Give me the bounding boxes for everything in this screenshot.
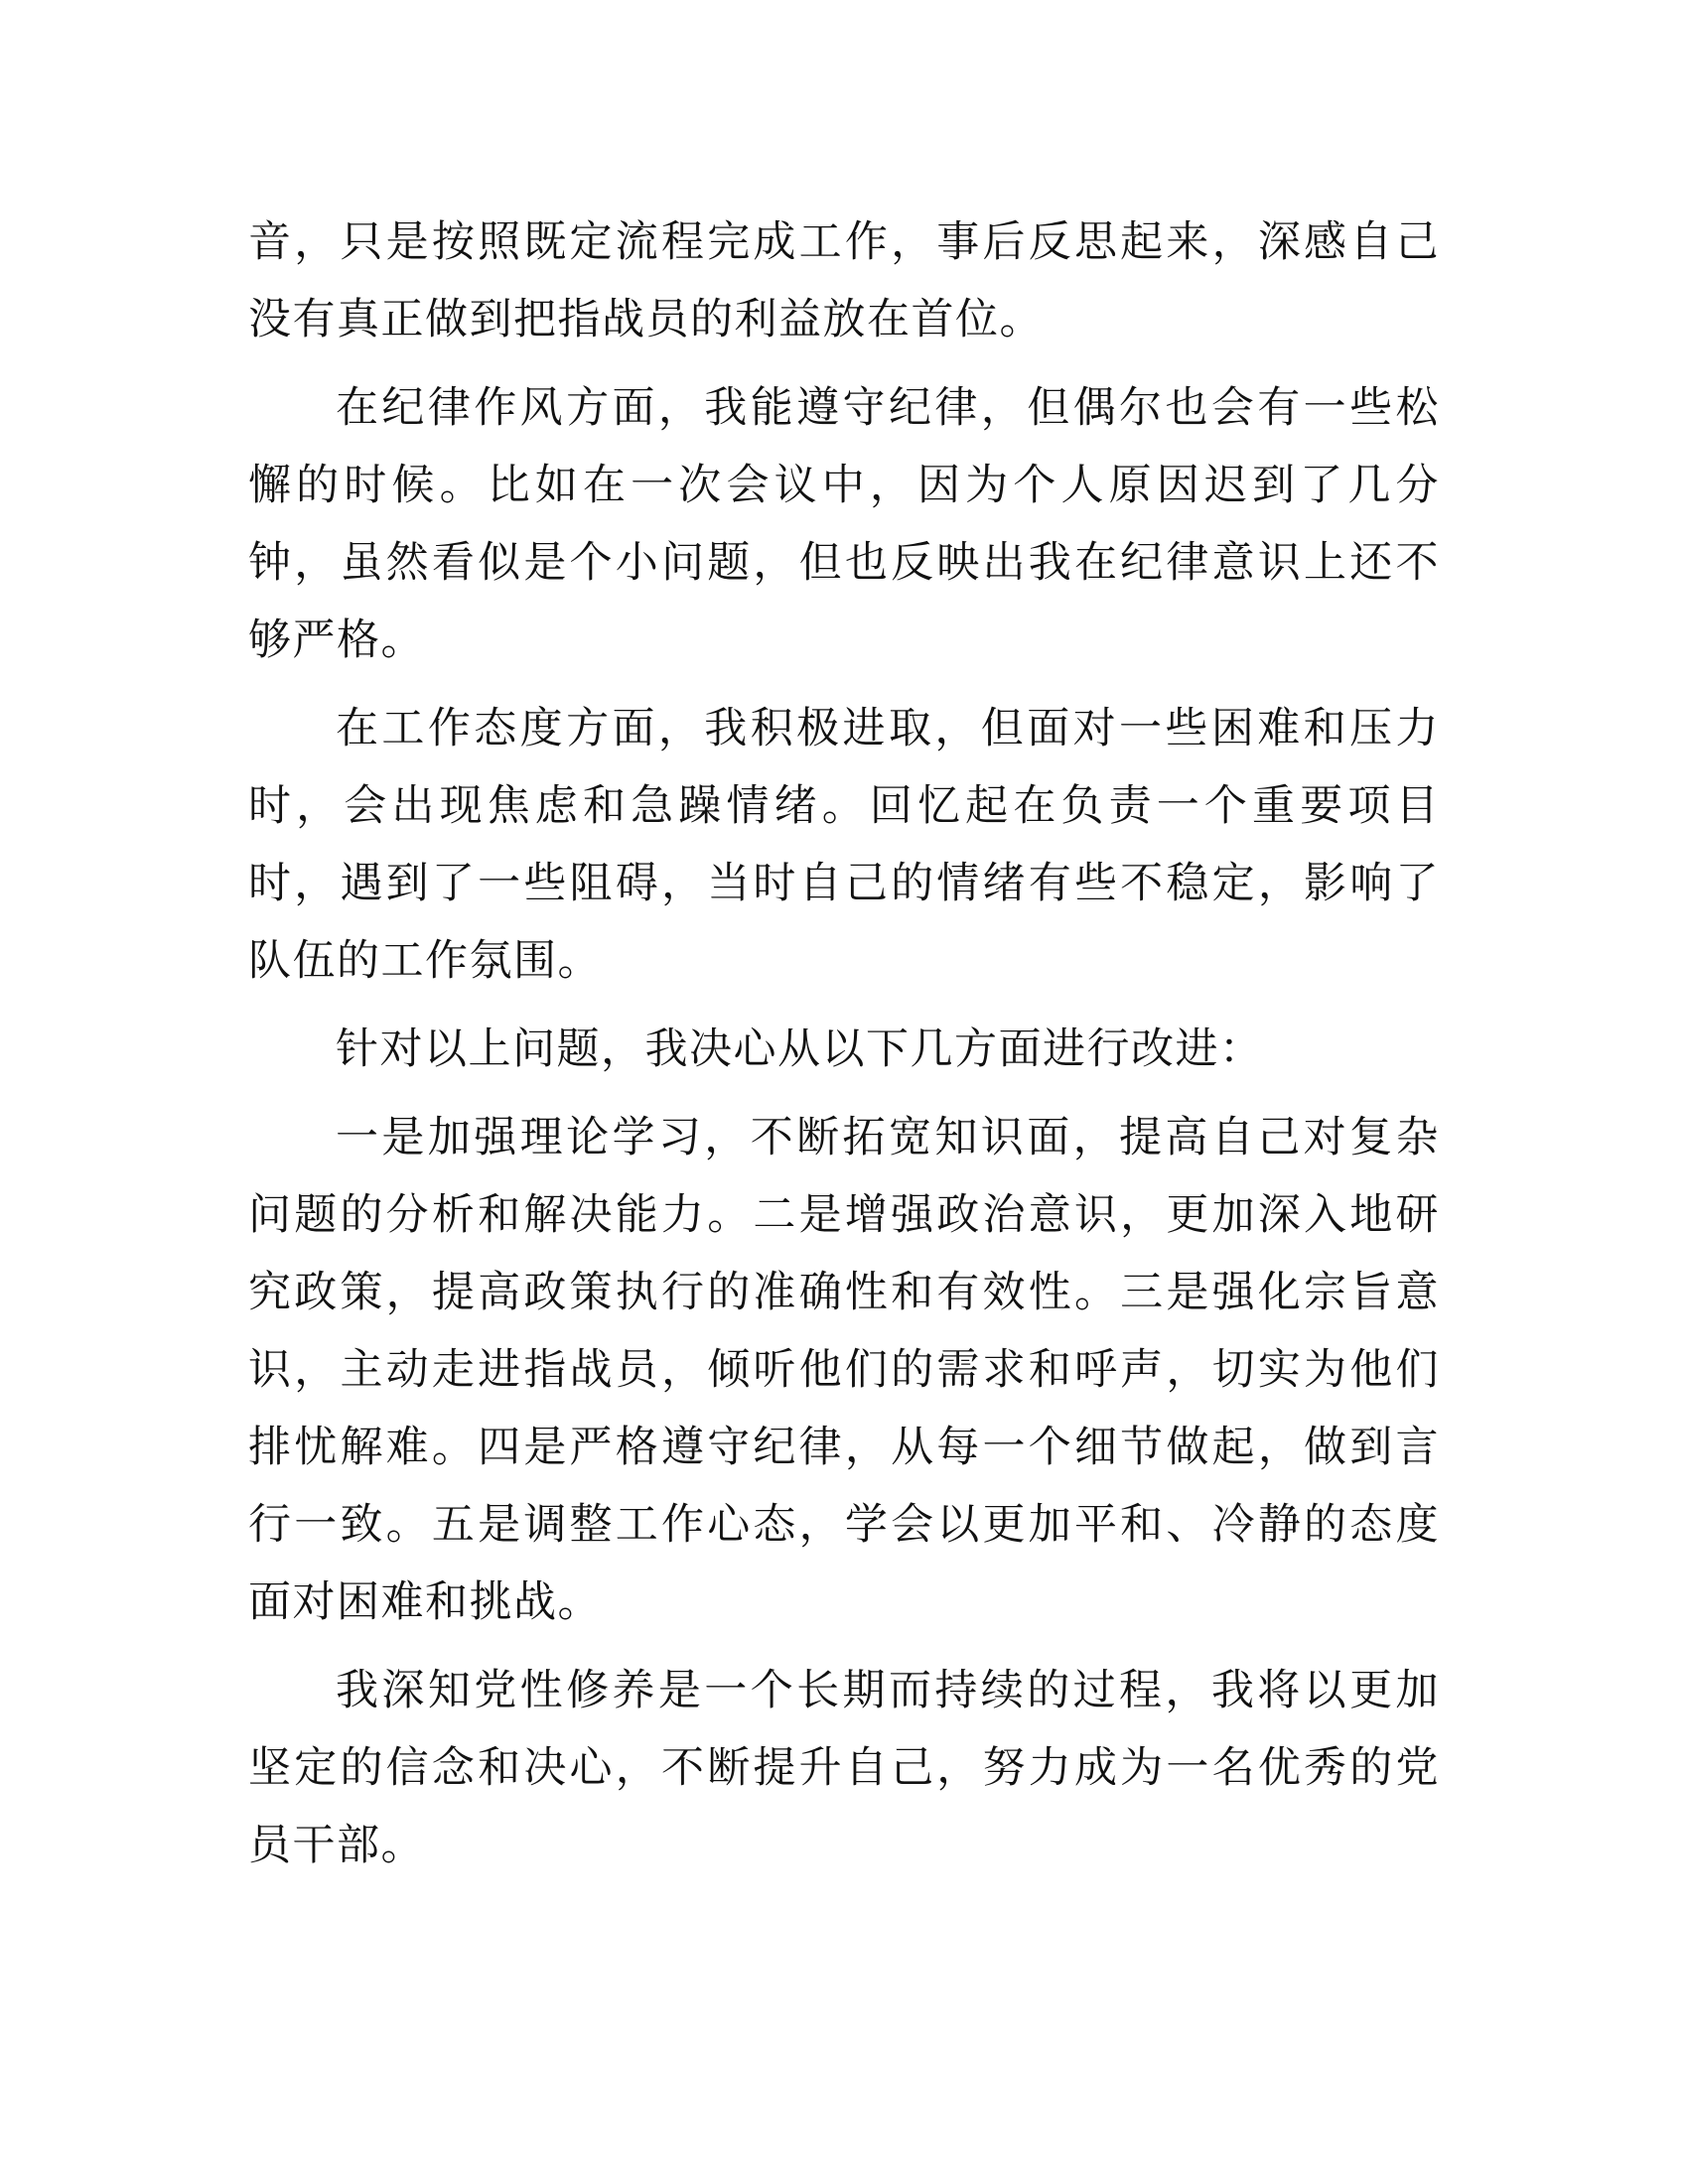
document-body — [248, 204, 1440, 1884]
paragraph-improvement-intro: 针对以上问题，我决心从以下几方面进行改进： — [336, 1024, 1264, 1074]
paragraph-improvement-measures: 一是加强理论学习，不断拓宽知识面，提高自己对复杂问题的分析和解决能力。二是增强政治意识，更加深入地研究政策，提高政策执行的准确性和有效性。三是强化宗旨意识，主动走进指战员，倾听他们的需求和呼声，切实为他们排忧解难。四是严格遵守纪律，从每一个细节做起，做到言行一致。五是调整工作心态，学会以更加平和、冷静的态度面对困难和挑战。 — [248, 1113, 1440, 1627]
paragraph-discipline: 在纪律作风方面，我能遵守纪律，但偶尔也会有一些松懈的时候。比如在一次会议中，因为个人原因迟到了几分钟，虽然看似是个小问题，但也反映出我在纪律意识上还不够严格。 — [248, 383, 1440, 665]
paragraph-work-attitude: 在工作态度方面，我积极进取，但面对一些困难和压力时，会出现焦虑和急躁情绪。回忆起在负责一个重要项目时，遇到了一些阻碍，当时自己的情绪有些不稳定，影响了队伍的工作氛围。 — [248, 704, 1440, 986]
paragraph-continued: 音，只是按照既定流程完成工作，事后反思起来，深感自己没有真正做到把指战员的利益放在首位。 — [248, 217, 1440, 344]
paragraph-conclusion: 我深知党性修养是一个长期而持续的过程，我将以更加坚定的信念和决心，不断提升自己，努力成为一名优秀的党员干部。 — [248, 1666, 1440, 1870]
